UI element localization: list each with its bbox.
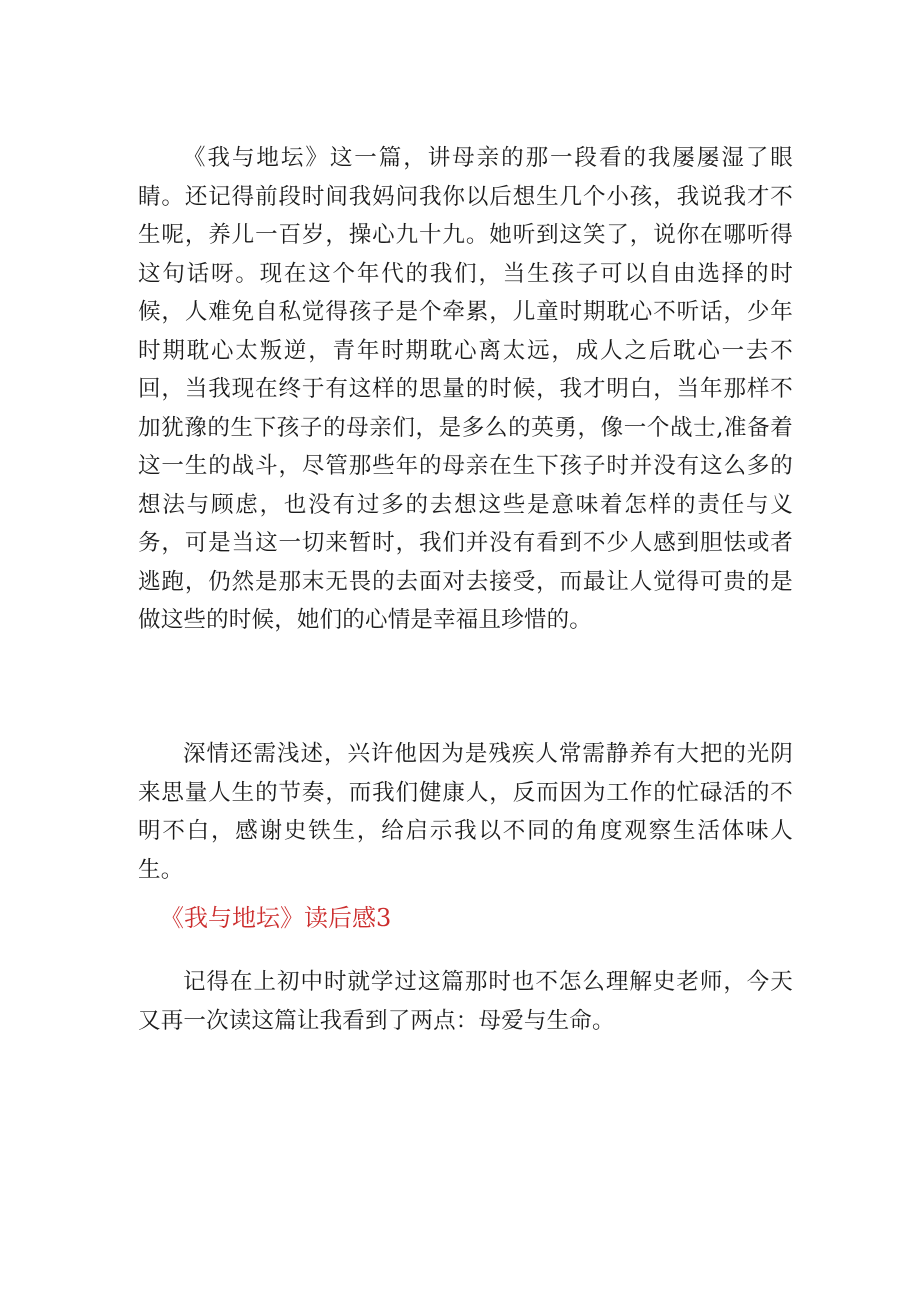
paragraph-memory: 记得在上初中时就学过这篇那时也不怎么理解史老师，今天又再一次读这篇让我看到了两点：母爱与生命。 [138,969,793,1034]
paragraph-mother: 《我与地坛》这一篇，讲母亲的那一段看的我屡屡湿了眼睛。还记得前段时间我妈问我你以后想生几个小孩，我说我才不生呢，养儿一百岁，操心九十九。她听到这笑了，说你在哪听得这句话呀。现在这个年代的我们，当生孩子可以自由选择的时候，人难免自私觉得孩子是个牵累，儿童时期耽心不听话，少年时期耽心太叛逆，青年时期耽心离太远，成人之后耽心一去不回，当我现在终于有这样的思量的时候，我才明白，当年那样不加犹豫的生下孩子的母亲们，是多么的英勇，像一个战士,准备着这一生的战斗，尽管那些年的母亲在生下孩子时并没有这么多的想法与顾虑，也没有过多的去想这些是意味着怎样的责任与义务，可是当这一切来暂时，我们并没有看到不少人感到胆怯或者逃跑，仍然是那末无畏的去面对去接受，而最让人觉得可贵的是做这些的时候，她们的心情是幸福且珍惜的。 [138,145,793,633]
section-heading: 《我与地坛》读后感3 [160,904,392,932]
paragraph-reflection: 深情还需浅述，兴许他因为是残疾人常需静养有大把的光阴来思量人生的节奏，而我们健康人，反而因为工作的忙碌活的不明不白，感谢史铁生，给启示我以不同的角度观察生活体味人生。 [138,741,793,883]
